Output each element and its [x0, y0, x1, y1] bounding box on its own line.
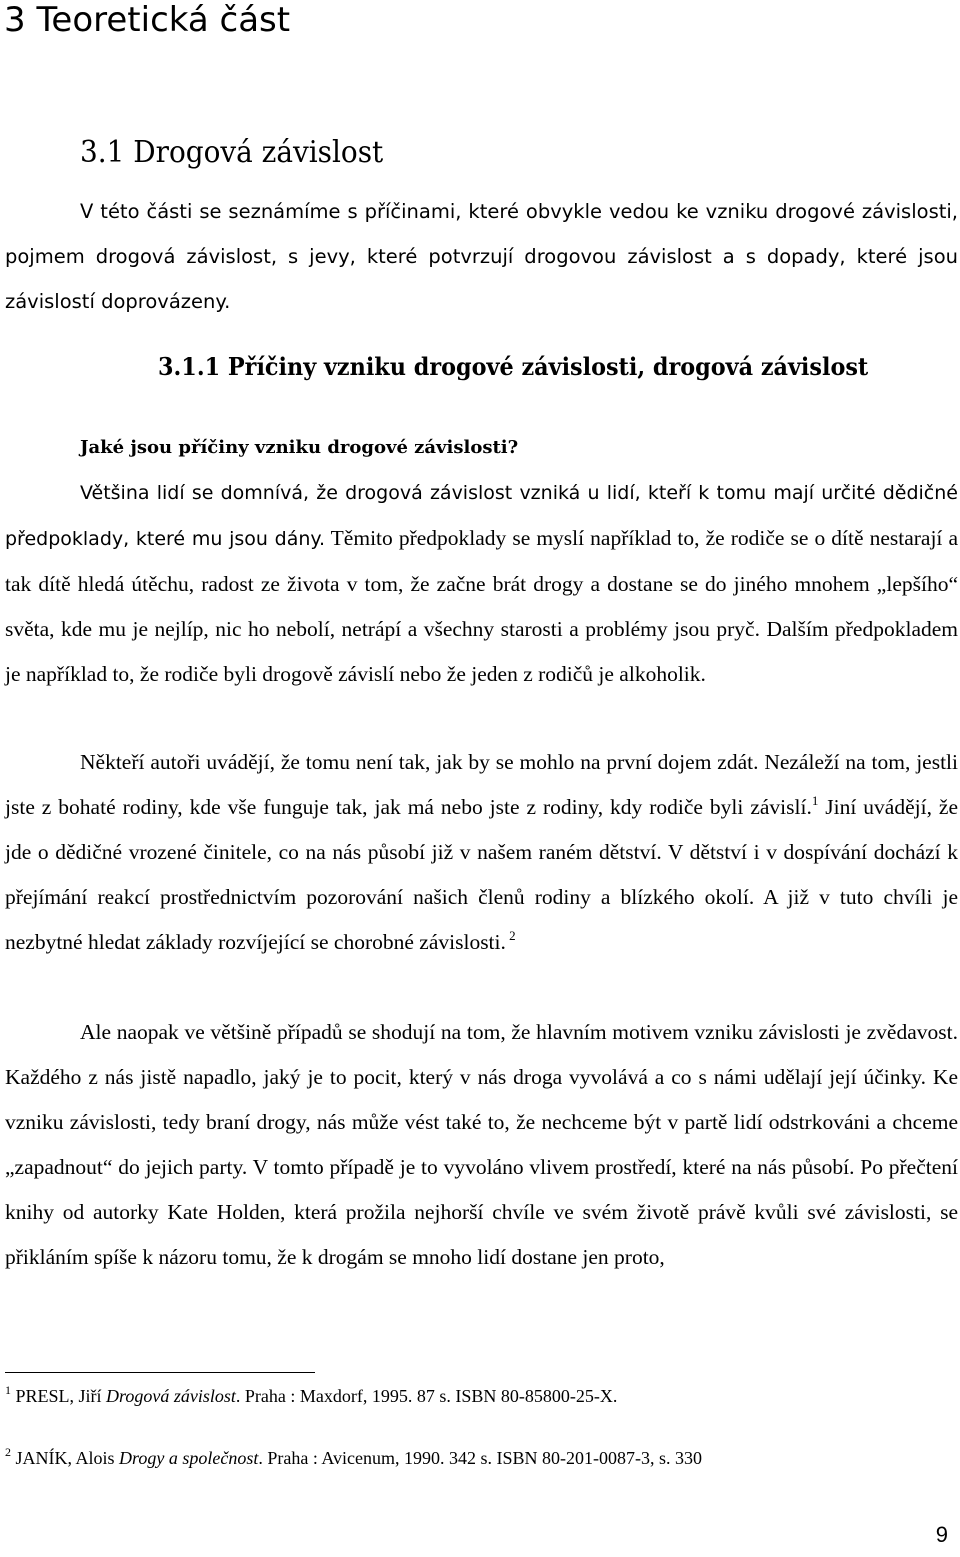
paragraph-2-text-a: Někteří autoři uvádějí, že tomu není tak, jak by se mohlo na první dojem zdát. Nezáleží na tom, jestli jste z bohaté rodiny, kde vše funguje tak, jak má nebo jste z rodiny, kdy rodiče byli závislí. [5, 750, 958, 819]
question-heading: Jaké jsou příčiny vzniku drogové závislosti? [80, 437, 519, 458]
footnote-1-post: . Praha : Maxdorf, 1995. 87 s. ISBN 80-85800-25-X. [235, 1386, 618, 1406]
section-heading: 3.1 Drogová závislost [80, 135, 384, 170]
paragraph-3 [5, 1010, 958, 1280]
footnote-2-post: . Praha : Avicenum, 1990. 342 s. ISBN 80-201-0087-3, s. 330 [258, 1448, 702, 1468]
intro-paragraph [5, 189, 958, 324]
paragraph-1 [5, 470, 958, 697]
subsection-heading: 3.1.1 Příčiny vzniku drogové závislosti, drogová závislost [158, 352, 869, 381]
footnote-2-number: 2 [5, 1445, 11, 1459]
paragraph-2 [5, 740, 958, 965]
footnote-2-pre: JANÍK, Alois [11, 1448, 120, 1468]
page-number: 9 [935, 1522, 948, 1547]
footnote-1-pre: PRESL, Jiří [11, 1386, 107, 1406]
footnote-1-title: Drogová závislost [106, 1386, 236, 1406]
footnote-2 [5, 1445, 702, 1469]
intro-text: V této části se seznámíme s příčinami, které obvykle vedou ke vzniku drogové závislosti, pojmem drogová závislost, s jevy, které potvrzují drogovou závislost a s dopady, které jsou závislostí doprovázeny. [5, 200, 958, 313]
footnote-divider [5, 1372, 315, 1373]
paragraph-3-text: Ale naopak ve většině případů se shodují na tom, že hlavním motivem vzniku závislosti je zvědavost. Každého z nás jistě napadlo, jaký je to pocit, který v nás droga vyvolává a co s námi udělají její účinky. Ke vzniku závislosti, tedy braní drogy, nás může vést také to, že nechceme být v partě lidí odstrkováni a chceme „zapadnout“ do jejich party. V tomto případě je to vyvoláno vlivem prostředí, které na nás působí. Po přečtení knihy od autorky Kate Holden, která prožila nejhorší chvíle ve svém životě právě kvůli své závislosti, se přikláním spíše k názoru tomu, že k drogám se mnoho lidí dostane jen proto, [5, 1020, 958, 1269]
footnote-1 [5, 1383, 618, 1407]
chapter-heading: 3 Teoretická část [4, 0, 291, 40]
paragraph-2-text-b: Jiní uvádějí, že jde o dědičné vrozené činitele, co na nás působí již v našem raném dětství. V dětství i v dospívání dochází k přejímání reakcí prostřednictvím pozorování našich členů rodiny a blízkého okolí. A již v tuto chvíli je nezbytné hledat základy rozvíjející se chorobné závislosti. [5, 795, 958, 954]
footnote-ref-1: 1 [811, 793, 819, 808]
paragraph-1-text: Těmito předpoklady se myslí například to, že rodiče se o dítě nestarají a tak dítě hledá útěchu, radost ze života v tom, že začne brát drogy a dostane se do jiného mnohem „lepšího“ světa, kde mu je nejlíp, nic ho nebolí, netrápí a všechny starosti a problémy jsou pryč. Dalším předpokladem je například to, že rodiče byli drogově závislí nebo že jeden z rodičů je alkoholik. [5, 526, 958, 686]
paragraph-1-sans-text: Většina lidí se domnívá, že drogová závislost vzniká u lidí, kteří k tomu mají určité dědičné předpoklady, které mu jsou dány. [5, 482, 958, 550]
footnote-ref-2: 2 [505, 928, 516, 943]
footnote-2-title: Drogy a společnost [119, 1448, 259, 1468]
footnote-1-number: 1 [5, 1383, 11, 1397]
